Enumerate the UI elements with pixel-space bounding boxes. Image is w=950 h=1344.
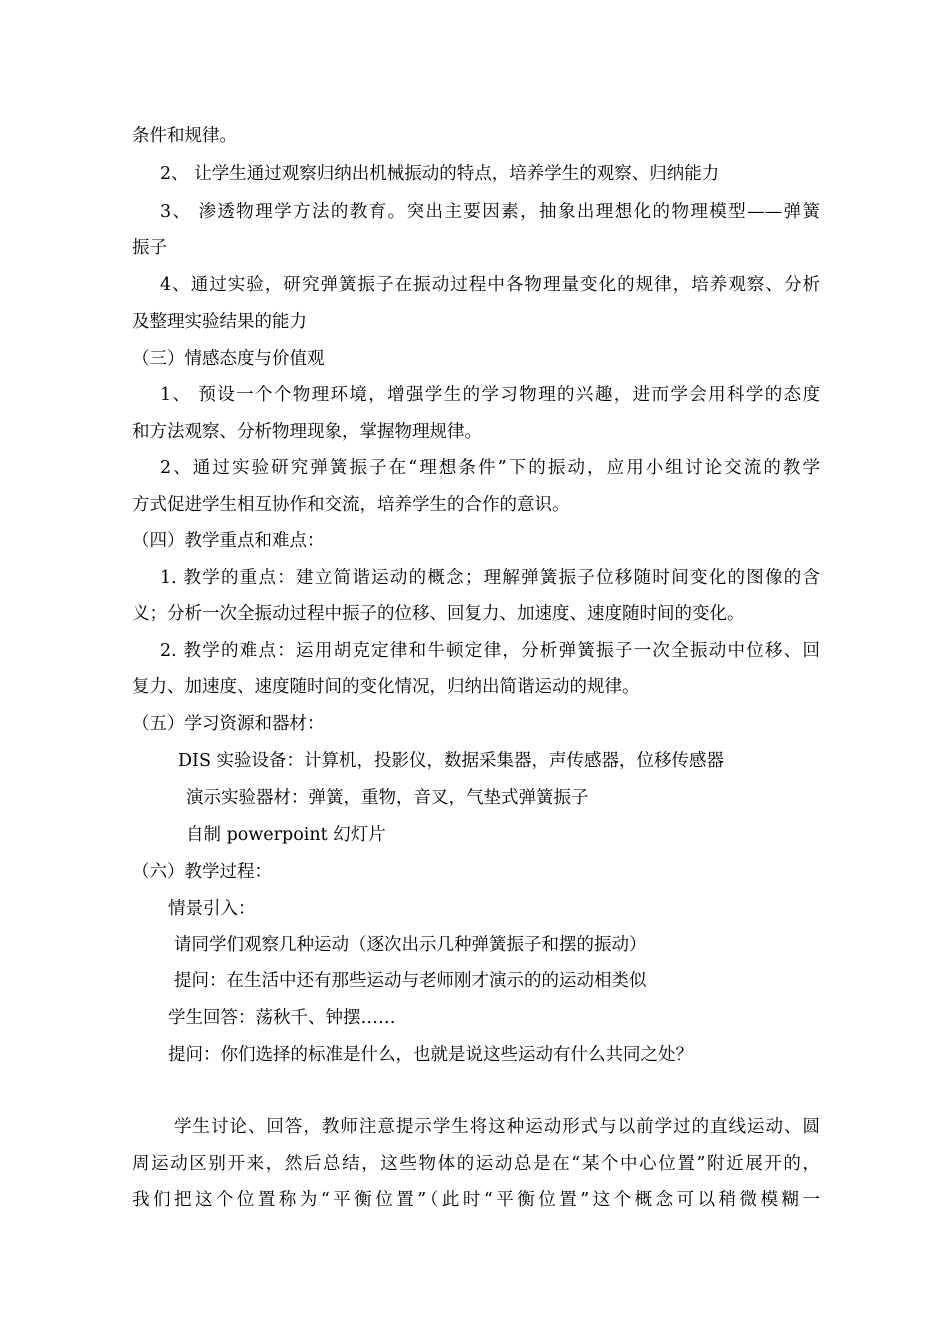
section-heading-5: （五）学习资源和器材： <box>132 714 325 734</box>
section-heading-6: （六）教学过程： <box>132 862 272 882</box>
observe-instruction: 请同学们观察几种运动（逐次出示几种弹簧振子和摆的振动） <box>174 935 647 955</box>
difficult-point: 2. 教学的难点：运用胡克定律和牛顿定律，分析弹簧振子一次全振动中位移、回 <box>160 641 820 661</box>
paragraph-line: 振子 <box>132 238 167 258</box>
question-2: 提问：你们选择的标准是什么，也就是说这些运动有什么共同之处？ <box>168 1045 693 1065</box>
paragraph-line: 条件和规律。 <box>132 126 237 146</box>
key-point: 1. 教学的重点：建立简谐运动的概念；理解弹簧振子位移随时间变化的图像的含 <box>160 568 820 588</box>
paragraph-line: 方式促进学生相互协作和交流，培养学生的合作的意识。 <box>132 495 570 515</box>
equipment-dis: DIS 实验设备：计算机，投影仪，数据采集器，声传感器，位移传感器 <box>178 751 724 771</box>
paragraph-line: 周运动区别开来，然后总结，这些物体的运动总是在“某个中心位置”附近展开的， <box>132 1154 820 1174</box>
objective-4: 4、通过实验，研究弹簧振子在振动过程中各物理量变化的规律，培养观察、分析 <box>160 275 820 295</box>
scene-intro: 情景引入： <box>168 899 256 919</box>
question-1: 提问：在生活中还有那些运动与老师刚才演示的的运动相类似 <box>174 971 647 991</box>
section-heading-3: （三）情感态度与价值观 <box>132 349 325 369</box>
student-answer: 学生回答：荡秋千、钟摆…… <box>168 1008 396 1028</box>
paragraph-line: 义；分析一次全振动过程中振子的位移、回复力、加速度、速度随时间的变化。 <box>132 604 745 624</box>
paragraph-line: 和方法观察、分析物理现象，掌握物理规律。 <box>132 422 482 442</box>
paragraph-line: 及整理实验结果的能力 <box>132 312 307 332</box>
section-heading-4: （四）教学重点和难点： <box>132 531 325 551</box>
discussion-paragraph: 学生讨论、回答，教师注意提示学生将这种运动形式与以前学过的直线运动、圆 <box>174 1117 820 1137</box>
paragraph-line: 我们把这个位置称为“平衡位置”（此时“平衡位置”这个概念可以稍微模糊一 <box>132 1190 820 1210</box>
equipment-demo: 演示实验器材：弹簧，重物，音叉，气垫式弹簧振子 <box>186 788 589 808</box>
objective-2: 2、 让学生通过观察归纳出机械振动的特点，培养学生的观察、归纳能力 <box>160 164 720 184</box>
objective-3: 3、 渗透物理学方法的教育。突出主要因素，抽象出理想化的物理模型——弹簧 <box>160 202 820 222</box>
attitude-2: 2、通过实验研究弹簧振子在“理想条件”下的振动，应用小组讨论交流的教学 <box>160 458 820 478</box>
paragraph-line: 复力、加速度、速度随时间的变化情况，归纳出简谐运动的规律。 <box>132 677 640 697</box>
equipment-ppt: 自制 powerpoint 幻灯片 <box>186 825 386 845</box>
attitude-1: 1、 预设一个个物理环境，增强学生的学习物理的兴趣，进而学会用科学的态度 <box>160 385 820 405</box>
